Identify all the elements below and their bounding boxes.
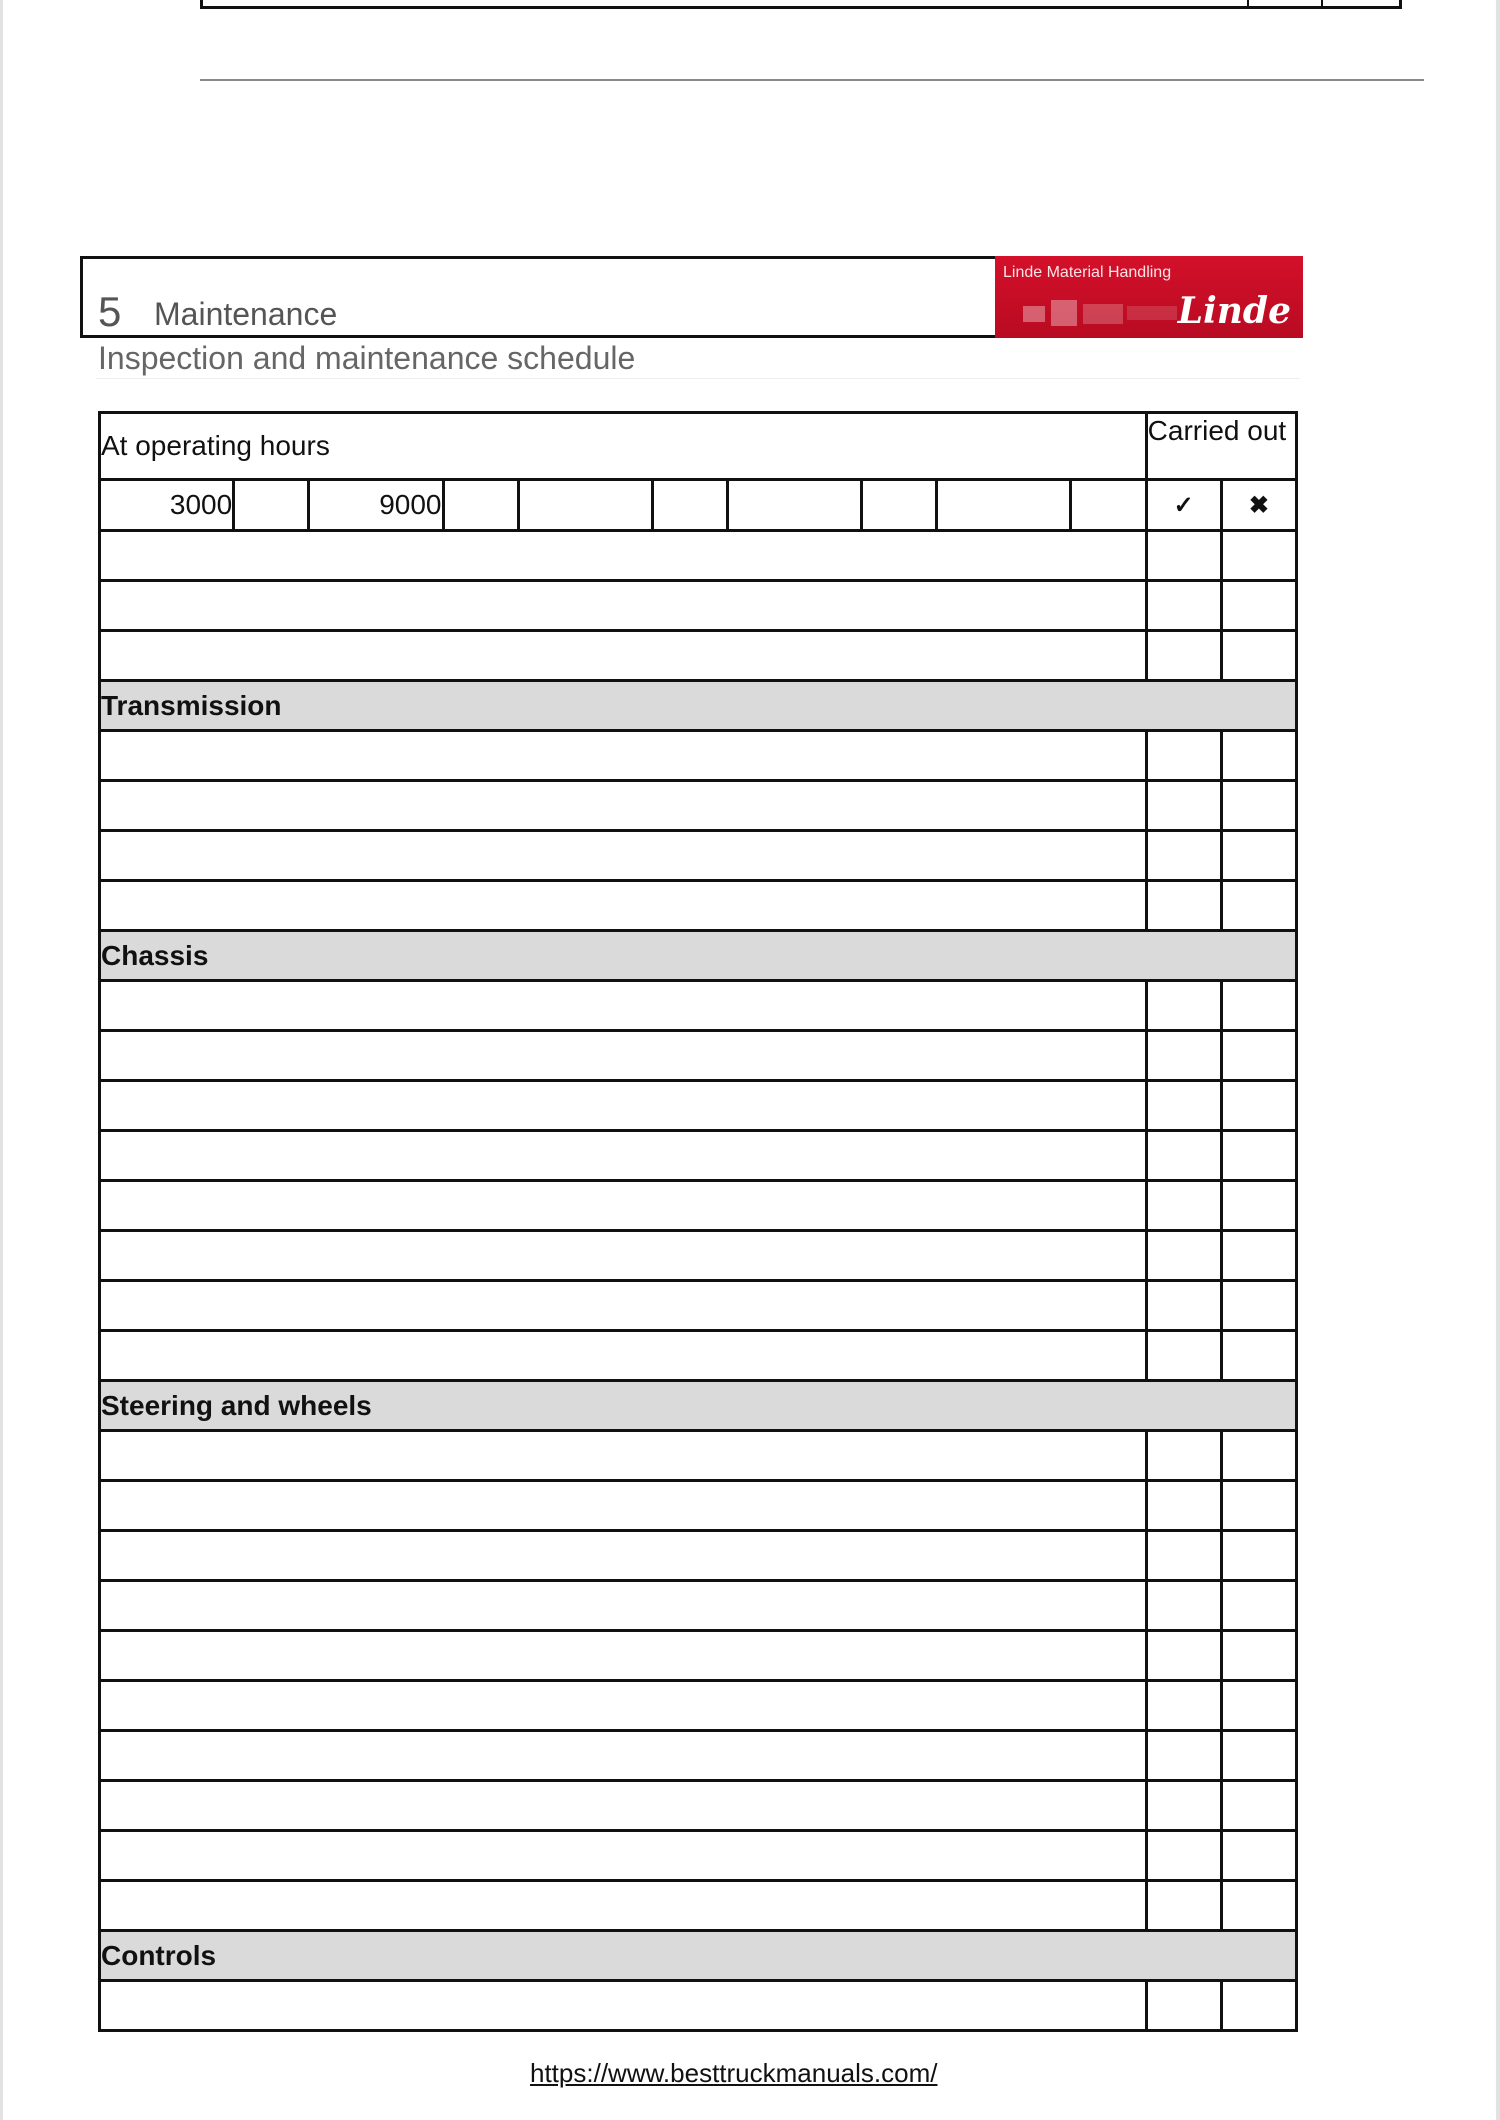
check-box-cell[interactable]: [1146, 981, 1221, 1031]
header-rule: [96, 378, 1300, 379]
item-description-cell: [100, 631, 1147, 681]
cross-box-cell[interactable]: [1221, 531, 1296, 581]
section-header-row: [100, 1381, 1297, 1431]
item-description-cell: [100, 1431, 1147, 1481]
section-header-row: [100, 931, 1297, 981]
item-description-cell: [100, 1281, 1147, 1331]
table-row: [100, 1631, 1297, 1681]
linde-logo: [995, 256, 1303, 338]
cross-box-cell[interactable]: [1221, 1081, 1296, 1131]
cross-box-cell[interactable]: [1221, 1031, 1296, 1081]
table-row: [100, 1281, 1297, 1331]
previous-page-table-remnant: [200, 0, 1402, 9]
section-label: Transmission: [100, 681, 1297, 731]
cross-box-cell[interactable]: [1221, 831, 1296, 881]
cross-box-cell[interactable]: [1221, 1981, 1296, 2031]
item-description-cell: [100, 1981, 1147, 2031]
header-row: [100, 413, 1297, 480]
item-description-cell: [100, 1581, 1147, 1631]
item-description-cell: [100, 1531, 1147, 1581]
item-description-cell: [100, 1231, 1147, 1281]
cross-box-cell[interactable]: [1221, 1881, 1296, 1931]
check-box-cell[interactable]: [1146, 631, 1221, 681]
section-label: Controls: [100, 1931, 1297, 1981]
table-row: [100, 981, 1297, 1031]
check-box-cell[interactable]: [1146, 1981, 1221, 2031]
cross-box-cell[interactable]: [1221, 581, 1296, 631]
table-row: [100, 1131, 1297, 1181]
previous-page-rule: [200, 79, 1424, 81]
operating-hours-label: At operating hours: [100, 413, 1147, 480]
check-box-cell[interactable]: [1146, 581, 1221, 631]
item-description-cell: [100, 1731, 1147, 1781]
item-description-cell: [100, 881, 1147, 931]
check-box-cell[interactable]: [1146, 1681, 1221, 1731]
table-row: [100, 1331, 1297, 1381]
cross-box-cell[interactable]: [1221, 1581, 1296, 1631]
section-label: Steering and wheels: [100, 1381, 1297, 1431]
logo-wordmark: Linde: [1177, 290, 1291, 332]
item-description-cell: [100, 1331, 1147, 1381]
item-description-cell: [100, 981, 1147, 1031]
check-box-cell[interactable]: [1146, 781, 1221, 831]
table-row: [100, 881, 1297, 931]
table-row: [100, 631, 1297, 681]
cross-box-cell[interactable]: [1221, 1731, 1296, 1781]
cross-box-cell[interactable]: [1221, 1331, 1296, 1381]
cross-box-cell[interactable]: [1221, 1831, 1296, 1881]
operating-hours-row: [100, 480, 1297, 531]
hour-cell: 3000: [100, 480, 234, 531]
cross-box-cell[interactable]: [1221, 1681, 1296, 1731]
cross-box-cell[interactable]: [1221, 1781, 1296, 1831]
table-row: [100, 1581, 1297, 1631]
check-box-cell[interactable]: [1146, 1581, 1221, 1631]
page-edge-right: [1496, 0, 1500, 2120]
section-header-row: [100, 681, 1297, 731]
item-description-cell: [100, 1481, 1147, 1531]
table-row: [100, 1231, 1297, 1281]
table-row: [100, 781, 1297, 831]
table-row: [100, 1681, 1297, 1731]
section-label: Chassis: [100, 931, 1297, 981]
item-description-cell: [100, 1831, 1147, 1881]
check-box-cell[interactable]: [1146, 831, 1221, 881]
logo-brand-text: Linde Material Handling: [1003, 264, 1172, 281]
item-description-cell: [100, 1131, 1147, 1181]
maintenance-schedule-table: [98, 411, 1298, 2032]
cross-box-cell[interactable]: [1221, 881, 1296, 931]
table-row: [100, 1981, 1297, 2031]
table-row: [100, 531, 1297, 581]
check-box-cell[interactable]: [1146, 1881, 1221, 1931]
check-box-cell[interactable]: [1146, 1431, 1221, 1481]
check-box-cell[interactable]: [1146, 1231, 1221, 1281]
cross-box-cell[interactable]: [1221, 1431, 1296, 1481]
check-box-cell[interactable]: [1146, 1831, 1221, 1881]
table-row: [100, 581, 1297, 631]
item-description-cell: [100, 1681, 1147, 1731]
check-box-cell[interactable]: [1146, 1481, 1221, 1531]
check-box-cell[interactable]: [1146, 731, 1221, 781]
hour-cell: [234, 480, 309, 531]
check-box-cell[interactable]: [1146, 1731, 1221, 1781]
hour-cell: [862, 480, 937, 531]
table-row: [100, 1831, 1297, 1881]
item-description-cell: [100, 1781, 1147, 1831]
hour-cell: 9000: [309, 480, 443, 531]
table-row: [100, 1731, 1297, 1781]
check-box-cell[interactable]: [1146, 881, 1221, 931]
check-box-cell[interactable]: [1146, 1631, 1221, 1681]
item-description-cell: [100, 781, 1147, 831]
check-box-cell[interactable]: [1146, 1531, 1221, 1581]
cross-box-cell[interactable]: [1221, 631, 1296, 681]
hour-cell: [727, 480, 861, 531]
item-description-cell: [100, 831, 1147, 881]
check-box-cell[interactable]: [1146, 1131, 1221, 1181]
table-row: [100, 831, 1297, 881]
table-row: [100, 1881, 1297, 1931]
cross-box-cell[interactable]: [1221, 1231, 1296, 1281]
check-box-cell[interactable]: [1146, 1331, 1221, 1381]
table-row: [100, 1481, 1297, 1531]
item-description-cell: [100, 1881, 1147, 1931]
table-row: [100, 1031, 1297, 1081]
table-row: [100, 1781, 1297, 1831]
check-box-cell[interactable]: [1146, 531, 1221, 581]
item-description-cell: [100, 731, 1147, 781]
check-icon: ✓: [1146, 480, 1221, 531]
cross-box-cell[interactable]: [1221, 981, 1296, 1031]
cross-box-cell[interactable]: [1221, 731, 1296, 781]
check-box-cell[interactable]: [1146, 1181, 1221, 1231]
page-subtitle: Inspection and maintenance schedule: [98, 340, 636, 376]
table-row: [100, 1431, 1297, 1481]
item-description-cell: [100, 531, 1147, 581]
carried-out-label: Carried out: [1146, 413, 1296, 480]
table-row: [100, 1181, 1297, 1231]
item-description-cell: [100, 1031, 1147, 1081]
check-box-cell[interactable]: [1146, 1781, 1221, 1831]
cross-box-cell[interactable]: [1221, 1631, 1296, 1681]
cross-box-cell[interactable]: [1221, 1481, 1296, 1531]
hour-cell: [937, 480, 1071, 531]
table-row: [100, 731, 1297, 781]
check-box-cell[interactable]: [1146, 1031, 1221, 1081]
page-edge-left: [0, 0, 3, 2120]
item-description-cell: [100, 1631, 1147, 1681]
section-header-row: [100, 1931, 1297, 1981]
footer-url[interactable]: https://www.besttruckmanuals.com/: [530, 2058, 938, 2088]
check-box-cell[interactable]: [1146, 1281, 1221, 1331]
table-row: [100, 1081, 1297, 1131]
cross-box-cell[interactable]: [1221, 1131, 1296, 1181]
hour-cell: [652, 480, 727, 531]
check-box-cell[interactable]: [1146, 1081, 1221, 1131]
item-description-cell: [100, 581, 1147, 631]
section-title: Maintenance: [154, 296, 338, 332]
hour-cell: [1071, 480, 1146, 531]
item-description-cell: [100, 1181, 1147, 1231]
cross-box-cell[interactable]: [1221, 1281, 1296, 1331]
hour-cell: [443, 480, 518, 531]
table-row: [100, 1531, 1297, 1581]
hour-cell: [518, 480, 652, 531]
cross-icon: ✖: [1221, 480, 1296, 531]
section-number: 5: [98, 288, 122, 335]
cross-box-cell[interactable]: [1221, 1531, 1296, 1581]
cross-box-cell[interactable]: [1221, 781, 1296, 831]
item-description-cell: [100, 1081, 1147, 1131]
cross-box-cell[interactable]: [1221, 1181, 1296, 1231]
